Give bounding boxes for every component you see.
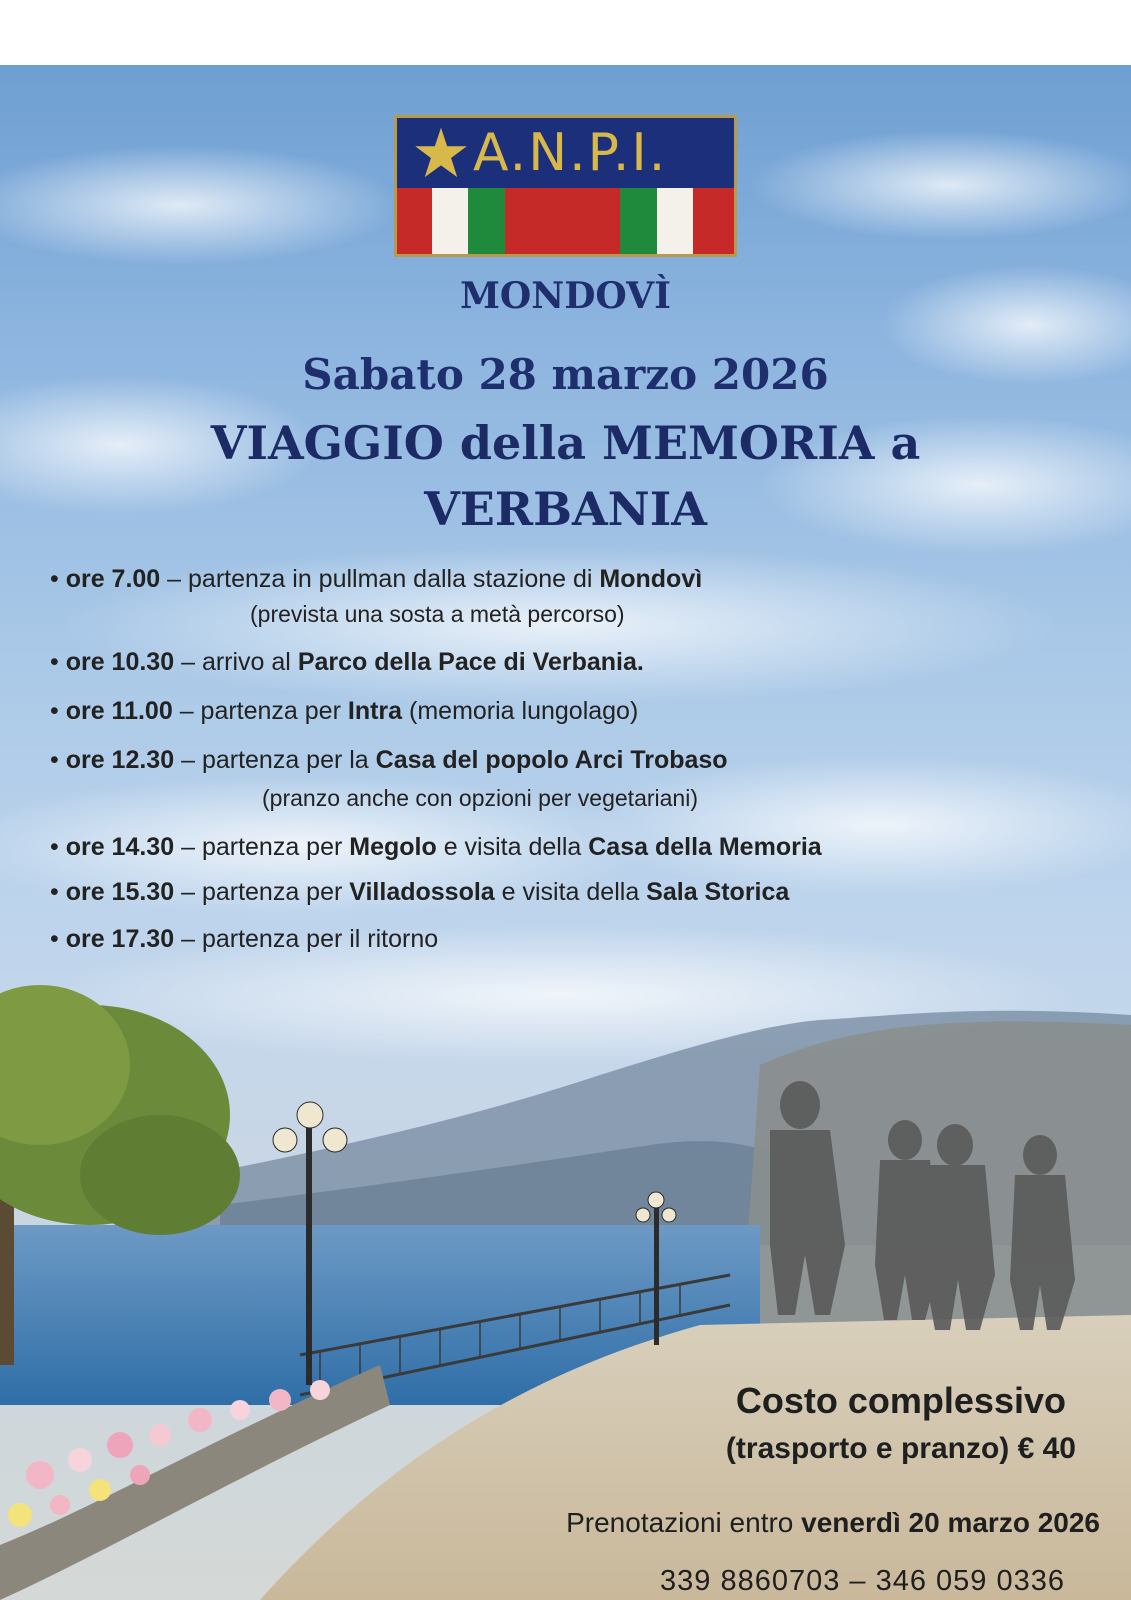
schedule-item: • ore 12.30 – partenza per la Casa del popolo Arci Trobaso bbox=[50, 746, 728, 774]
cost-detail: (trasporto e pranzo) € 40 bbox=[725, 1432, 1076, 1465]
logo-text: A.N.P.I. bbox=[473, 123, 668, 183]
schedule-note: (prevista una sosta a metà percorso) bbox=[250, 601, 625, 627]
schedule-item: • ore 11.00 – partenza per Intra (memoria lungolago) bbox=[50, 697, 639, 725]
event-title-line2: VERBANIA bbox=[424, 482, 707, 536]
city-heading: MONDOVÌ bbox=[460, 275, 671, 317]
cost-block bbox=[726, 1380, 1076, 1466]
schedule-item: • ore 15.30 – partenza per Villadossola e visita della Sala Storica bbox=[50, 878, 790, 906]
schedule-item: • ore 10.30 – arrivo al Parco della Pace di Verbania. bbox=[50, 648, 644, 676]
event-date: Sabato 28 marzo 2026 bbox=[302, 350, 829, 399]
schedule-item: • ore 14.30 – partenza per Megolo e visita della Casa della Memoria bbox=[50, 833, 822, 861]
event-title bbox=[60, 410, 1071, 542]
poster bbox=[0, 65, 1131, 1600]
event-title-line1: VIAGGIO della MEMORIA a bbox=[210, 416, 921, 470]
schedule-note: (pranzo anche con opzioni per vegetariani) bbox=[262, 785, 698, 811]
cost-title: Costo complessivo bbox=[735, 1380, 1066, 1421]
schedule-item: • ore 17.30 – partenza per il ritorno bbox=[50, 925, 439, 953]
booking-phones: 339 8860703 – 346 059 0336 bbox=[660, 1565, 1065, 1597]
logo-flag-stripes bbox=[397, 188, 734, 254]
star-icon bbox=[413, 125, 469, 181]
schedule-item: • ore 7.00 – partenza in pullman dalla stazione di Mondovì bbox=[50, 565, 703, 593]
anpi-logo bbox=[394, 115, 737, 257]
booking-deadline: Prenotazioni entro venerdì 20 marzo 2026 bbox=[566, 1507, 1100, 1538]
